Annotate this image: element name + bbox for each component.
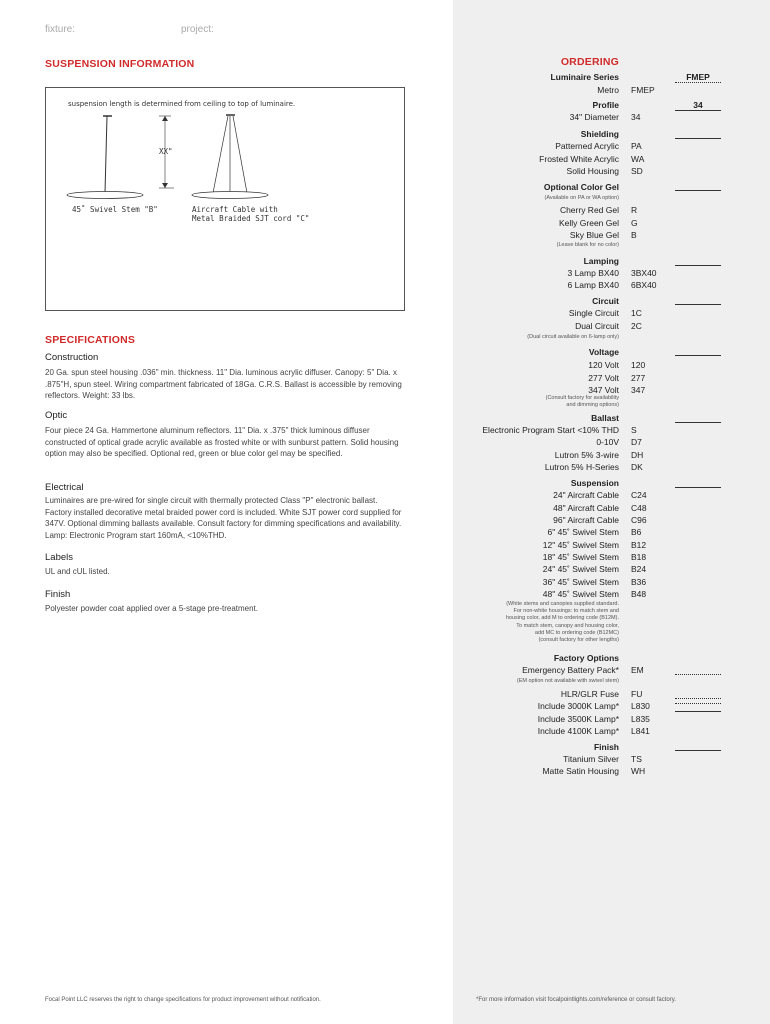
option-code: 6BX40: [631, 280, 657, 290]
option-label: Sky Blue Gel: [569, 230, 619, 240]
option-code: DK: [631, 462, 643, 472]
spec-heading-labels: Labels: [45, 552, 73, 563]
option-code: PA: [631, 141, 642, 151]
factory-option-blank[interactable]: [675, 703, 721, 704]
option-code: FU: [631, 689, 643, 699]
suspension-drawing: [46, 88, 404, 310]
option-code: L835: [631, 714, 650, 724]
option-code: R: [631, 205, 638, 215]
option-label: 24" 45˚ Swivel Stem: [542, 564, 619, 574]
voltage-note-1: (Consult factory for availability: [545, 395, 619, 401]
option-label: 48" 45˚ Swivel Stem: [542, 589, 619, 599]
ordering-panel: [453, 0, 770, 1024]
circuit-blank[interactable]: [675, 304, 721, 305]
spec-heading-construction: Construction: [45, 352, 99, 363]
fixture-label: fixture:: [45, 24, 76, 35]
profile-blank[interactable]: [675, 110, 721, 111]
factory-option-blank[interactable]: [675, 698, 721, 699]
option-label: Lutron 5% 3-wire: [554, 450, 619, 460]
option-code: WH: [631, 766, 646, 776]
option-code: B12: [631, 540, 647, 550]
option-code: WA: [631, 154, 645, 164]
option-code: FMEP: [631, 85, 655, 95]
specifications-title: SPECIFICATIONS: [45, 334, 136, 346]
option-code: G: [631, 218, 638, 228]
option-code: C48: [631, 503, 647, 513]
spec-heading-electrical: Electrical: [45, 482, 84, 493]
voltage-heading: Voltage: [588, 347, 619, 357]
option-label: 120 Volt: [588, 360, 619, 370]
option-label: Metro: [597, 85, 619, 95]
ballast-heading: Ballast: [591, 413, 619, 423]
suspension-note: To match stem, canopy and housing color,: [516, 623, 619, 629]
lamping-heading: Lamping: [583, 256, 619, 266]
suspension-note: suspension length is determined from ceiling to top of luminaire.: [68, 100, 296, 108]
option-code: L841: [631, 726, 650, 736]
option-label: Include 4100K Lamp*: [537, 726, 619, 736]
option-code: 3BX40: [631, 268, 657, 278]
suspension-note: housing color, add M to ordering code (B12M).: [505, 615, 619, 621]
luminaire-series-heading: Luminaire Series: [550, 72, 619, 82]
shielding-blank[interactable]: [675, 138, 721, 139]
option-label: Kelly Green Gel: [559, 218, 619, 228]
suspension-note: For non-white housings: to match stem and: [513, 608, 619, 614]
stem-label: 45˚ Swivel Stem "B": [72, 205, 158, 214]
option-label: 277 Volt: [588, 373, 619, 383]
option-label: Matte Satin Housing: [542, 766, 619, 776]
color-gel-heading: Optional Color Gel: [543, 182, 619, 192]
spec-text-electrical: Luminaires are pre-wired for single circuit with thermally protected Class "P" electronic ballast. Factory installed decorative metal braided power cord is included. White SJT power cord supplied for 347V. Optional dimming ballasts available. Consult factory for dimming specifications and availability. Lamp: Electronic Program start 160mA, <10%THD.: [45, 496, 402, 540]
luminaire-series-value: FMEP: [686, 72, 710, 82]
factory-options-heading: Factory Options: [553, 653, 619, 663]
option-label: 34" Diameter: [569, 112, 619, 122]
option-code: B: [631, 230, 637, 240]
lamping-blank[interactable]: [675, 265, 721, 266]
voltage-note-2: and dimming options): [566, 402, 619, 408]
option-label: Lutron 5% H-Series: [544, 462, 619, 472]
option-code: B48: [631, 589, 647, 599]
voltage-blank[interactable]: [675, 355, 721, 356]
suspension-note: (consult factory for other lengths): [538, 637, 619, 643]
option-label: 18" 45˚ Swivel Stem: [542, 552, 619, 562]
ballast-blank[interactable]: [675, 422, 721, 423]
option-label: 6 Lamp BX40: [567, 280, 619, 290]
cable-label-line-2: Metal Braided SJT cord "C": [192, 214, 310, 223]
option-code: 2C: [631, 321, 642, 331]
color-gel-blank[interactable]: [675, 190, 721, 191]
dimension-label: XX": [159, 147, 173, 156]
option-code: SD: [631, 166, 643, 176]
option-label: 48" Aircraft Cable: [553, 503, 619, 513]
option-code: L830: [631, 701, 650, 711]
finish-blank[interactable]: [675, 750, 721, 751]
option-code: S: [631, 425, 637, 435]
footer-left: Focal Point LLC reserves the right to change specifications for product improvement without notification.: [45, 997, 321, 1003]
option-code: 120: [631, 360, 646, 370]
option-label: 347 Volt: [588, 385, 619, 395]
suspension-title: SUSPENSION INFORMATION: [45, 58, 195, 70]
option-label: Dual Circuit: [575, 321, 619, 331]
option-label: Emergency Battery Pack*: [522, 665, 619, 675]
option-label: HLR/GLR Fuse: [560, 689, 619, 699]
option-label: 0-10V: [596, 437, 619, 447]
factory-option-blank[interactable]: [675, 711, 721, 712]
option-code: B36: [631, 577, 647, 587]
option-label: Patterned Acrylic: [555, 141, 619, 151]
option-label: 3 Lamp BX40: [567, 268, 619, 278]
option-label: Electronic Program Start <10% THD: [482, 425, 619, 435]
factory-option-blank[interactable]: [675, 674, 721, 675]
footer-right: *For more information visit focalpointlights.com/reference or consult factory.: [476, 997, 676, 1003]
circuit-note: (Dual circuit available on 6-lamp only): [527, 334, 619, 340]
suspension-blank[interactable]: [675, 487, 721, 488]
option-label: 12" 45˚ Swivel Stem: [542, 540, 619, 550]
suspension-note: (White stems and canopies supplied standard.: [506, 601, 619, 607]
option-code: 277: [631, 373, 646, 383]
shielding-heading: Shielding: [580, 129, 619, 139]
option-label: Single Circuit: [568, 308, 619, 318]
spec-heading-finish: Finish: [45, 589, 71, 600]
spec-text-labels: UL and cUL listed.: [45, 567, 110, 576]
option-label: 24" Aircraft Cable: [553, 490, 619, 500]
option-code: B18: [631, 552, 647, 562]
suspension-order-heading: Suspension: [570, 478, 619, 488]
circuit-heading: Circuit: [592, 296, 619, 306]
ordering-title: ORDERING: [560, 56, 619, 68]
option-code: 347: [631, 385, 646, 395]
suspension-diagram: [45, 87, 405, 311]
cable-label-line-1: Aircraft Cable with: [192, 205, 278, 214]
color-gel-note-top: (Available on PA or WA option): [544, 195, 619, 201]
option-label: Frosted White Acrylic: [539, 154, 619, 164]
project-label: project:: [181, 24, 214, 35]
finish-heading: Finish: [593, 742, 619, 752]
option-code: TS: [631, 754, 642, 764]
color-gel-note-bottom: (Leave blank for no color): [556, 242, 619, 248]
profile-value: 34: [693, 100, 703, 110]
option-label: Titanium Silver: [563, 754, 619, 764]
factory-options-note: (EM option not available with swivel stem): [516, 678, 619, 684]
option-label: 96" Aircraft Cable: [553, 515, 619, 525]
option-code: DH: [631, 450, 644, 460]
option-label: Include 3000K Lamp*: [537, 701, 619, 711]
luminaire-series-blank[interactable]: [675, 82, 721, 83]
option-label: 6" 45˚ Swivel Stem: [547, 527, 619, 537]
option-code: B24: [631, 564, 647, 574]
option-code: C24: [631, 490, 647, 500]
suspension-note: add MC to ordering code (B12MC): [534, 630, 619, 636]
option-label: Solid Housing: [566, 166, 619, 176]
spec-text-finish: Polyester powder coat applied over a 5-stage pre-treatment.: [45, 604, 259, 613]
option-code: 1C: [631, 308, 642, 318]
option-code: 34: [631, 112, 641, 122]
option-code: B6: [631, 527, 642, 537]
option-code: C96: [631, 515, 647, 525]
profile-heading: Profile: [592, 100, 619, 110]
option-label: 36" 45˚ Swivel Stem: [542, 577, 619, 587]
spec-text-optic: Four piece 24 Ga. Hammertone aluminum reflectors. 11" Dia. x .375" thick luminous diffuser constructed of optical grade acrylic available as frosted white or with sunburst pattern. Solid housing option may also be specified. Optional red, green or blue color gel may be specified.: [45, 426, 399, 458]
spec-heading-optic: Optic: [45, 410, 68, 421]
option-label: Include 3500K Lamp*: [537, 714, 619, 724]
spec-text-construction: 20 Ga. spun steel housing .036" min. thickness. 11" Dia. luminous acrylic diffuser. Canopy: 5" Dia. x .875"H, spun steel. Wiring compartment fabricated of 18Ga. C.R.S. Ballast is accessible by removing reflectors. Weight: 33 lbs.: [45, 368, 402, 400]
option-code: EM: [631, 665, 644, 675]
option-label: Cherry Red Gel: [559, 205, 619, 215]
option-code: D7: [631, 437, 642, 447]
